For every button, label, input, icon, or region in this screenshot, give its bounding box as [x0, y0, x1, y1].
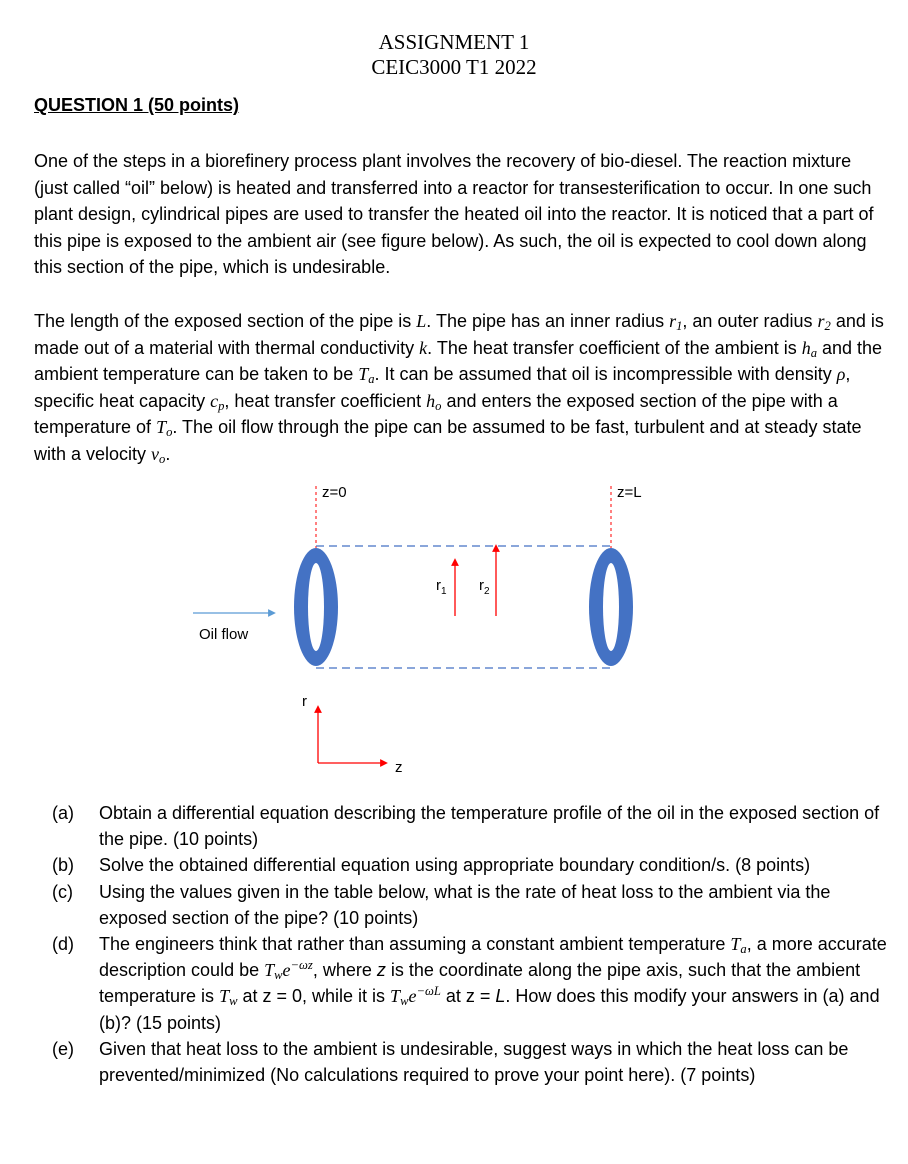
symbol-r2: $r_2$: [817, 311, 831, 334]
parameters-paragraph: The length of the exposed section of the pipe is L. The pipe has an inner radius $r_1$, an outer radius $r_2$ and is made out of a material with thermal conductivity k. The heat transfer coefficient of the ambient is $h_a$ and the ambient temperature can be taken to be $T_a$. It can be assumed that oil is incompressible with density ρ, specific heat capacity $c_p$, heat transfer coefficient $h_o$ and enters the exposed section of the pipe with a temperature of $T_o$. The oil flow through the pipe can be assumed to be fast, turbulent and at steady state with a velocity $v_o$.: [34, 311, 884, 466]
part-text: Given that heat loss to the ambient is undesirable, suggest ways in which the heat loss can be prevented/minimized (No calculations required to prove your point here). (7 points): [99, 1038, 849, 1086]
zL-label: z=L: [617, 484, 642, 501]
part-label: (c): [52, 881, 73, 902]
symbol-Ta: $T_a$: [358, 364, 375, 387]
symbol-L: L: [416, 311, 427, 331]
question-parts: [52, 800, 892, 1088]
part-c: [52, 879, 892, 931]
part-a: [52, 800, 892, 852]
r-axis-label: r: [302, 693, 307, 710]
symbol-k: k: [419, 337, 428, 358]
part-label: (a): [52, 803, 74, 823]
oil-flow-label: Oil flow: [199, 626, 249, 643]
part-text: Using the values given in the table below, what is the rate of heat loss to the ambient via the exposed section of the pipe? (10 points): [99, 881, 831, 928]
part-text: The engineers think that rather than assuming a constant ambient temperature $T_a$, a more accurate description could be $T_we^{-\omega z}$, where z is the coordinate along the pipe axis, such that the ambient temperature is $T_w$ at z = 0, while it is $T_we^{-\omega L}$ at z = L. How does this modify your answers in (a) and (b)? (15 points): [99, 934, 887, 1033]
symbol-rho: ρ: [836, 364, 846, 384]
symbol-ha: $h_a$: [801, 337, 818, 360]
z-axis-label: z: [395, 759, 403, 776]
symbol-cp: $c_p$: [210, 390, 225, 413]
course-code: CEIC3000 T1 2022: [371, 55, 537, 79]
part-e: [52, 1036, 892, 1088]
question-title: QUESTION 1 (50 points): [34, 95, 240, 115]
part-label: (b): [52, 855, 74, 876]
pipe-figure: [0, 480, 908, 780]
part-b: [52, 852, 892, 878]
symbol-To: $T_o$: [156, 417, 173, 440]
r2-label: $r_2$: [479, 577, 490, 597]
part-label: (d): [52, 934, 74, 955]
pipe-inlet-bore: [308, 563, 324, 651]
part-label: (e): [52, 1038, 74, 1059]
pipe-outlet-bore: [603, 563, 619, 651]
symbol-r1: $r_1$: [669, 311, 683, 334]
assignment-title: ASSIGNMENT 1: [378, 30, 530, 54]
part-d: [52, 931, 892, 1036]
intro-paragraph: One of the steps in a biorefinery process plant involves the recovery of bio-diesel. The reaction mixture (just called “oil” below) is heated and transferred into a reactor for transesterification to occur. In one such plant design, cylindrical pipes are used to transfer the heated oil into the reactor. It is noticed that a part of this pipe is exposed to the ambient air (see figure below). As such, the oil is expected to cool down along this section of the pipe, which is undesirable.: [34, 151, 874, 277]
r1-label: $r_1$: [436, 577, 447, 597]
part-text: Solve the obtained differential equation using appropriate boundary condition/s. (8 points): [99, 855, 811, 876]
part-text: Obtain a differential equation describing the temperature profile of the oil in the exposed section of the pipe. (10 points): [99, 803, 880, 850]
symbol-ho: $h_o$: [426, 390, 442, 413]
symbol-vo: $v_o$: [151, 443, 166, 466]
z0-label: z=0: [322, 484, 347, 501]
